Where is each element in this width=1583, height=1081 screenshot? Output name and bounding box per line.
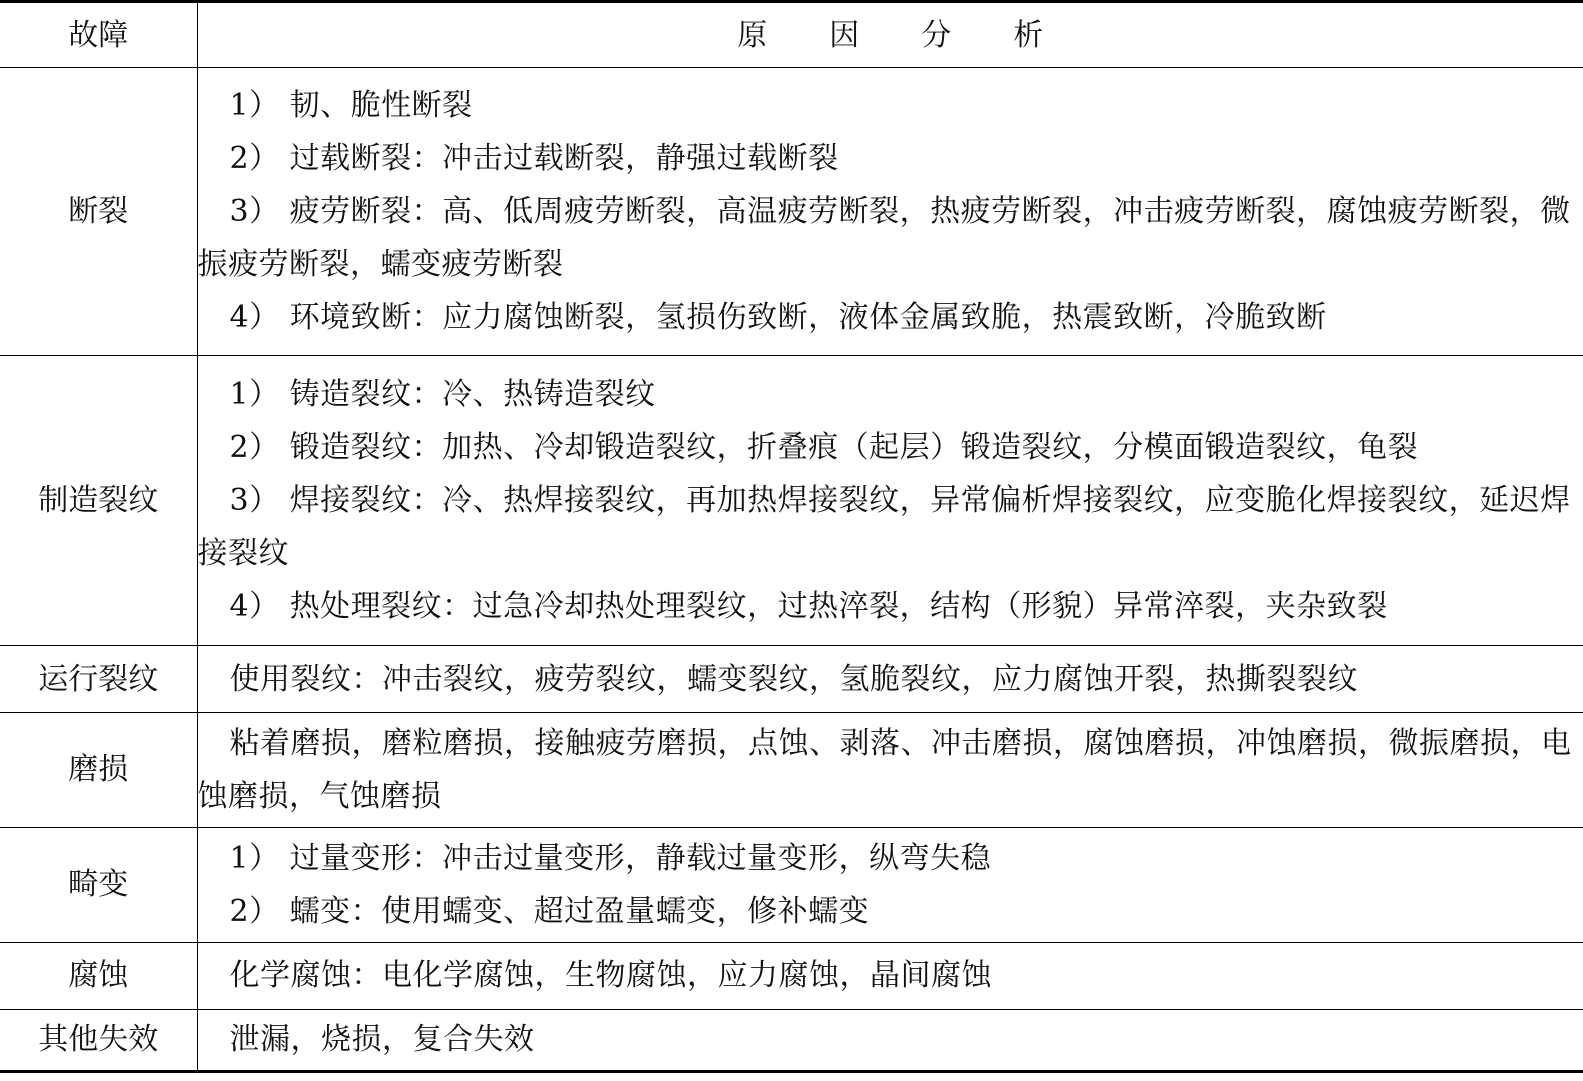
cause-line: 3） 焊接裂纹：冷、热焊接裂纹，再加热焊接裂纹，异常偏析焊接裂纹，应变脆化焊接裂纹，延迟焊接裂纹 bbox=[197, 483, 1571, 572]
header-fault: 故障 bbox=[0, 2, 197, 68]
table-row bbox=[0, 68, 1583, 356]
cause-analysis-cell bbox=[197, 712, 1583, 827]
cause-line: 1） 过量变形：冲击过量变形，静载过量变形，纵弯失稳 bbox=[229, 840, 992, 876]
table-row bbox=[0, 646, 1583, 712]
table-row bbox=[0, 943, 1583, 1009]
cause-line: 泄漏，烧损，复合失效 bbox=[229, 1022, 535, 1058]
cause-analysis-cell bbox=[197, 646, 1583, 712]
header-row bbox=[0, 2, 1583, 68]
cause-line: 2） 锻造裂纹：加热、冷却锻造裂纹，折叠痕（起层）锻造裂纹，分模面锻造裂纹，龟裂 bbox=[229, 430, 1419, 466]
cause-line: 2） 蠕变：使用蠕变、超过盈量蠕变，修补蠕变 bbox=[229, 893, 870, 929]
fault-type-cell: 腐蚀 bbox=[0, 943, 197, 1009]
cause-analysis-cell bbox=[197, 355, 1583, 646]
fault-type-cell: 断裂 bbox=[0, 68, 197, 356]
cause-line: 粘着磨损，磨粒磨损，接触疲劳磨损，点蚀、剥落、冲击磨损，腐蚀磨损，冲蚀磨损，微振磨损，电蚀磨损，气蚀磨损 bbox=[197, 725, 1572, 814]
table-row bbox=[0, 1009, 1583, 1071]
cause-line: 化学腐蚀：电化学腐蚀，生物腐蚀，应力腐蚀，晶间腐蚀 bbox=[229, 958, 992, 994]
fault-type-cell: 运行裂纹 bbox=[0, 646, 197, 712]
cause-analysis-cell bbox=[197, 827, 1583, 943]
fault-type-cell: 畸变 bbox=[0, 827, 197, 943]
cause-line: 3） 疲劳断裂：高、低周疲劳断裂，高温疲劳断裂，热疲劳断裂，冲击疲劳断裂，腐蚀疲劳断裂，微振疲劳断裂，蠕变疲劳断裂 bbox=[197, 193, 1571, 282]
cause-line: 1） 韧、脆性断裂 bbox=[229, 87, 473, 123]
fault-type-cell: 磨损 bbox=[0, 712, 197, 827]
cause-line: 2） 过载断裂：冲击过载断裂，静强过载断裂 bbox=[229, 140, 839, 176]
table-row bbox=[0, 827, 1583, 943]
cause-line: 4） 热处理裂纹：过急冷却热处理裂纹，过热淬裂，结构（形貌）异常淬裂，夹杂致裂 bbox=[229, 589, 1388, 625]
cause-line: 使用裂纹：冲击裂纹，疲劳裂纹，蠕变裂纹，氢脆裂纹，应力腐蚀开裂，热撕裂裂纹 bbox=[229, 661, 1358, 697]
fault-type-cell: 制造裂纹 bbox=[0, 355, 197, 646]
table-row bbox=[0, 712, 1583, 827]
cause-analysis-cell bbox=[197, 1009, 1583, 1071]
cause-line: 1） 铸造裂纹：冷、热铸造裂纹 bbox=[229, 377, 656, 413]
cause-analysis-cell bbox=[197, 943, 1583, 1009]
table-row bbox=[0, 355, 1583, 646]
cause-analysis-cell bbox=[197, 68, 1583, 356]
header-cause: 原因分析 bbox=[197, 2, 1583, 68]
cause-line: 4） 环境致断：应力腐蚀断裂，氢损伤致断，液体金属致脆，热震致断，冷脆致断 bbox=[229, 299, 1327, 335]
fault-type-cell: 其他失效 bbox=[0, 1009, 197, 1071]
